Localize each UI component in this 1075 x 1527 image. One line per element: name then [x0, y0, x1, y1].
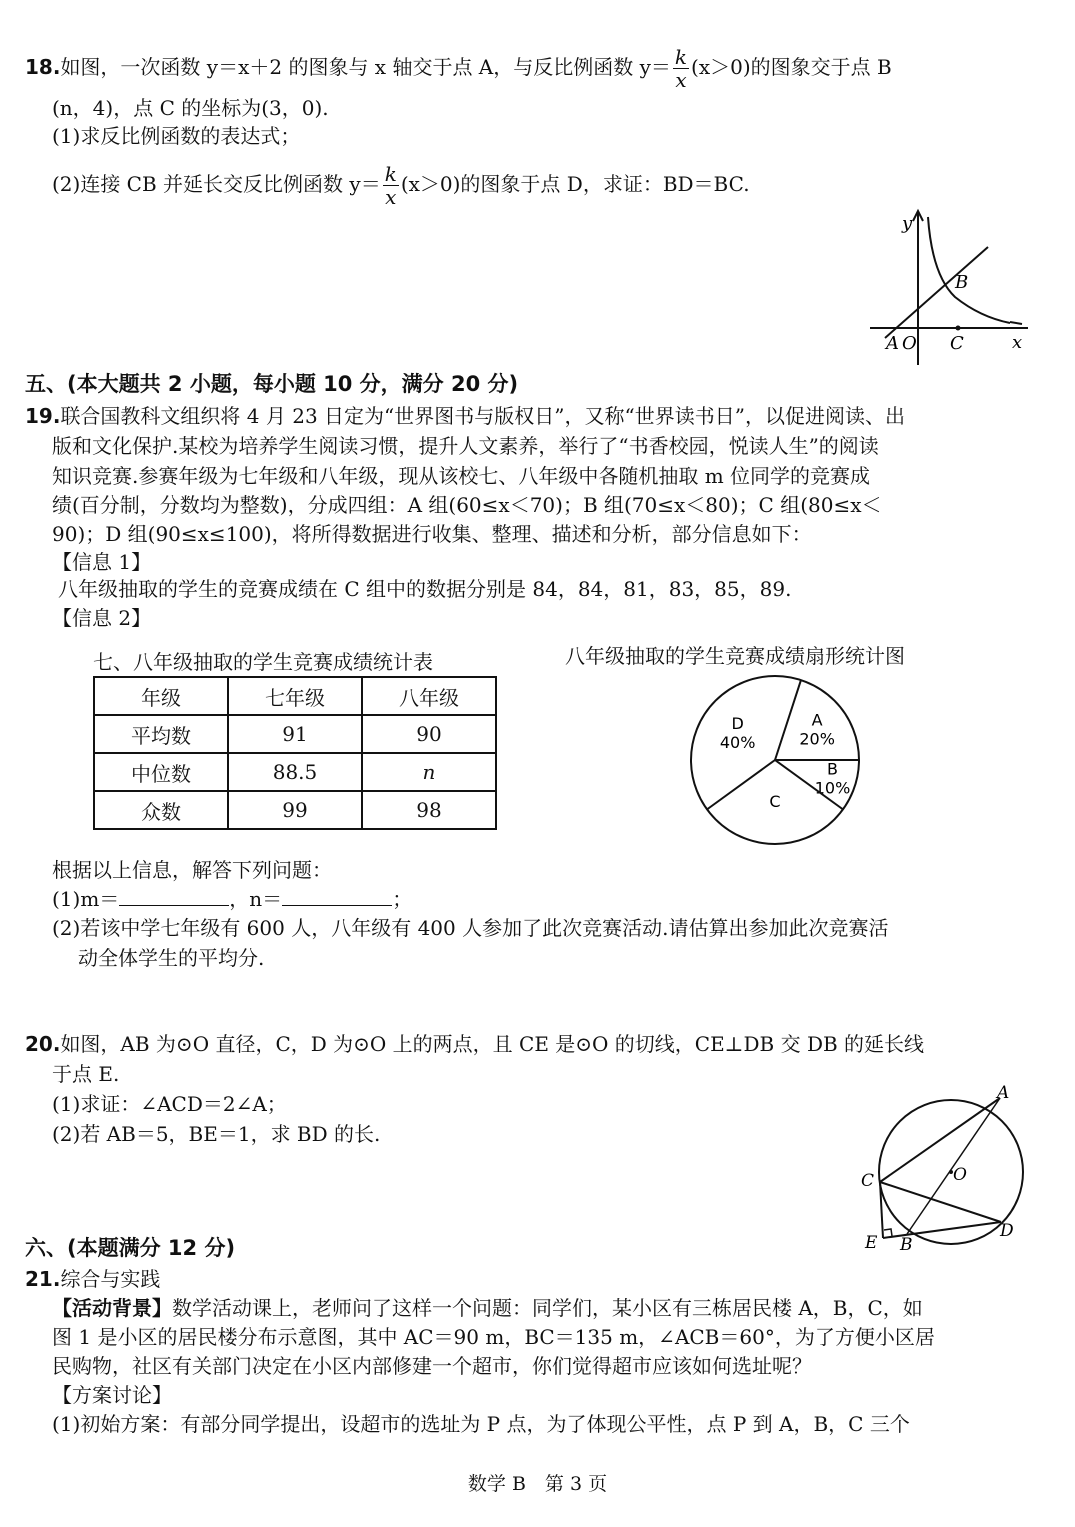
linear-function-line	[885, 247, 988, 338]
chord-cd	[880, 1182, 1001, 1222]
q18-line2: (n，4)，点 C 的坐标为(3，0).	[52, 96, 329, 120]
table-cell: 中位数	[94, 753, 228, 791]
q19-after-text: 根据以上信息，解答下列问题：	[52, 858, 332, 882]
x-axis-arrow	[1010, 322, 1022, 324]
table-header-row	[94, 677, 496, 715]
q18-line1-a: 如图，一次函数 y＝x＋2 的图象与 x 轴交于点 A，与反比例函数 y＝	[60, 55, 671, 79]
q19-line1: 19.联合国教科文组织将 4 月 23 日定为“世界图书与版权日”，又称“世界读书日”，以促进阅读、出	[25, 404, 905, 428]
q19-part1: (1)m＝ ，n＝ ；	[52, 887, 413, 911]
q19-line4: 绩(百分制，分数均为整数)，分成四组：A 组(60≤x＜70)；B 组(70≤x＜80)；C 组(80≤x＜	[52, 493, 882, 517]
q18-part2: (2)连接 CB 并延长交反比例函数 y＝ $\frac{k}{x}$ (x＞0)的图象于点 D，求证：BD＝BC.	[52, 162, 750, 209]
q21-title: 21.综合与实践	[25, 1267, 161, 1291]
table-header: 年级	[94, 677, 228, 715]
q20-part1: (1)求证：∠ACD＝2∠A；	[52, 1092, 287, 1116]
label-c: C	[861, 1171, 875, 1191]
q19-line2: 版和文化保护.某校为培养学生阅读习惯，提升人文素养，举行了“书香校园，悦读人生”的阅读	[52, 434, 879, 458]
label-c: C	[950, 333, 964, 354]
q21-discussion-line1: (1)初始方案：有部分同学提出，设超市的选址为 P 点，为了体现公平性，点 P 到 A，B，C 三个	[52, 1412, 910, 1436]
q21-bg-line1: 【活动背景】数学活动课上，老师问了这样一个问题：同学们，某小区有三栋居民楼 A，B，C，如	[52, 1296, 923, 1320]
table-row	[94, 791, 496, 829]
answer-blank-m[interactable]	[119, 885, 229, 906]
q21-discussion-title: 【方案讨论】	[52, 1383, 172, 1407]
table-cell: 88.5	[228, 753, 362, 791]
label-x: x	[1012, 332, 1023, 353]
pie-label-a: A 20%	[799, 710, 835, 749]
label-a: A	[886, 333, 899, 354]
label-o: O	[902, 333, 917, 354]
page-footer: 数学 B 第 3 页	[467, 1473, 608, 1495]
q20-number: 20.	[25, 1032, 61, 1056]
pie-label-c: C	[769, 792, 781, 811]
table-header: 七年级	[228, 677, 362, 715]
q20-circle-figure	[855, 1080, 1035, 1260]
q19-number: 19.	[25, 404, 61, 428]
point-c-dot	[956, 326, 961, 331]
q19-info2-title: 【信息 2】	[52, 606, 152, 630]
q20-part2: (2)若 AB＝5，BE＝1，求 BD 的长.	[52, 1122, 381, 1146]
table-header: 八年级	[362, 677, 496, 715]
label-e: E	[865, 1233, 878, 1253]
q18-graph-figure	[860, 205, 1040, 370]
label-y: y	[902, 213, 913, 234]
chord-ca	[880, 1098, 1000, 1182]
q19-info1-title: 【信息 1】	[52, 550, 152, 574]
label-d: D	[1000, 1221, 1014, 1241]
pie-chart	[685, 670, 865, 850]
label-o: O	[953, 1165, 967, 1185]
pie-label-b: B 10%	[814, 759, 851, 798]
pie-label-d: D 40%	[719, 713, 756, 752]
table-row	[94, 715, 496, 753]
q19-line5: 90)；D 组(90≤x≤100)，将所得数据进行收集、整理、描述和分析，部分信息如下：	[52, 522, 812, 546]
table-cell: 99	[228, 791, 362, 829]
q19-table-title: 七、八年级抽取的学生竞赛成绩统计表	[93, 650, 433, 674]
q19-part2-line2: 动全体学生的平均分.	[78, 946, 265, 970]
section-5-title: 五、(本大题共 2 小题，每小题 10 分，满分 20 分)	[25, 372, 519, 396]
q20-line2: 于点 E.	[52, 1062, 120, 1086]
hyperbola-curve	[928, 217, 1010, 323]
q18-fraction-2: $\frac{k}{x}$	[384, 162, 397, 209]
q18-line1	[25, 46, 892, 91]
table-cell: 98	[362, 791, 496, 829]
label-b: B	[955, 272, 969, 293]
pie-slice-boundary-d	[707, 760, 775, 809]
q21-number: 21.	[25, 1267, 61, 1291]
right-angle-mark	[884, 1229, 892, 1236]
q19-line3: 知识竞赛.参赛年级为七年级和八年级，现从该校七、八年级中各随机抽取 m 位同学的竞赛成	[52, 464, 871, 488]
table-cell: 91	[228, 715, 362, 753]
table-cell: n	[362, 753, 496, 791]
q18-fraction-1: $\frac{k}{x}$	[674, 45, 688, 92]
section-6-title: 六、(本题满分 12 分)	[25, 1236, 236, 1260]
q19-info1-text: 八年级抽取的学生的竞赛成绩在 C 组中的数据分别是 84，84，81，83，85，89.	[58, 577, 792, 601]
q18-part1: (1)求反比例函数的表达式；	[52, 124, 301, 148]
q18-line1-b: (x＞0)的图象交于点 B	[691, 55, 892, 79]
pie-chart-title: 八年级抽取的学生竞赛成绩扇形统计图	[565, 644, 905, 668]
q21-bg-line3: 民购物，社区有关部门决定在小区内部修建一个超市，你们觉得超市应该如何选址呢？	[52, 1354, 812, 1378]
q20-line1: 20.如图，AB 为⊙O 直径，C，D 为⊙O 上的两点，且 CE 是⊙O 的切线，CE⊥DB 交 DB 的延长线	[25, 1032, 925, 1056]
answer-blank-n[interactable]	[282, 885, 392, 906]
table-cell: 90	[362, 715, 496, 753]
q19-part2-line1: (2)若该中学七年级有 600 人，八年级有 400 人参加了此次竞赛活动.请估算出参加此次竞赛活	[52, 916, 889, 940]
label-a: A	[997, 1083, 1010, 1103]
label-b: B	[900, 1235, 913, 1255]
q18-number: 18.	[25, 55, 61, 79]
q21-bg-line2: 图 1 是小区的居民楼分布示意图，其中 AC＝90 m，BC＝135 m，∠ACB＝60°，为了方便小区居	[52, 1325, 935, 1349]
pie-slice-boundary-a	[775, 680, 801, 760]
table-row	[94, 753, 496, 791]
table-cell: 平均数	[94, 715, 228, 753]
table-cell: 众数	[94, 791, 228, 829]
stats-table	[93, 676, 497, 830]
